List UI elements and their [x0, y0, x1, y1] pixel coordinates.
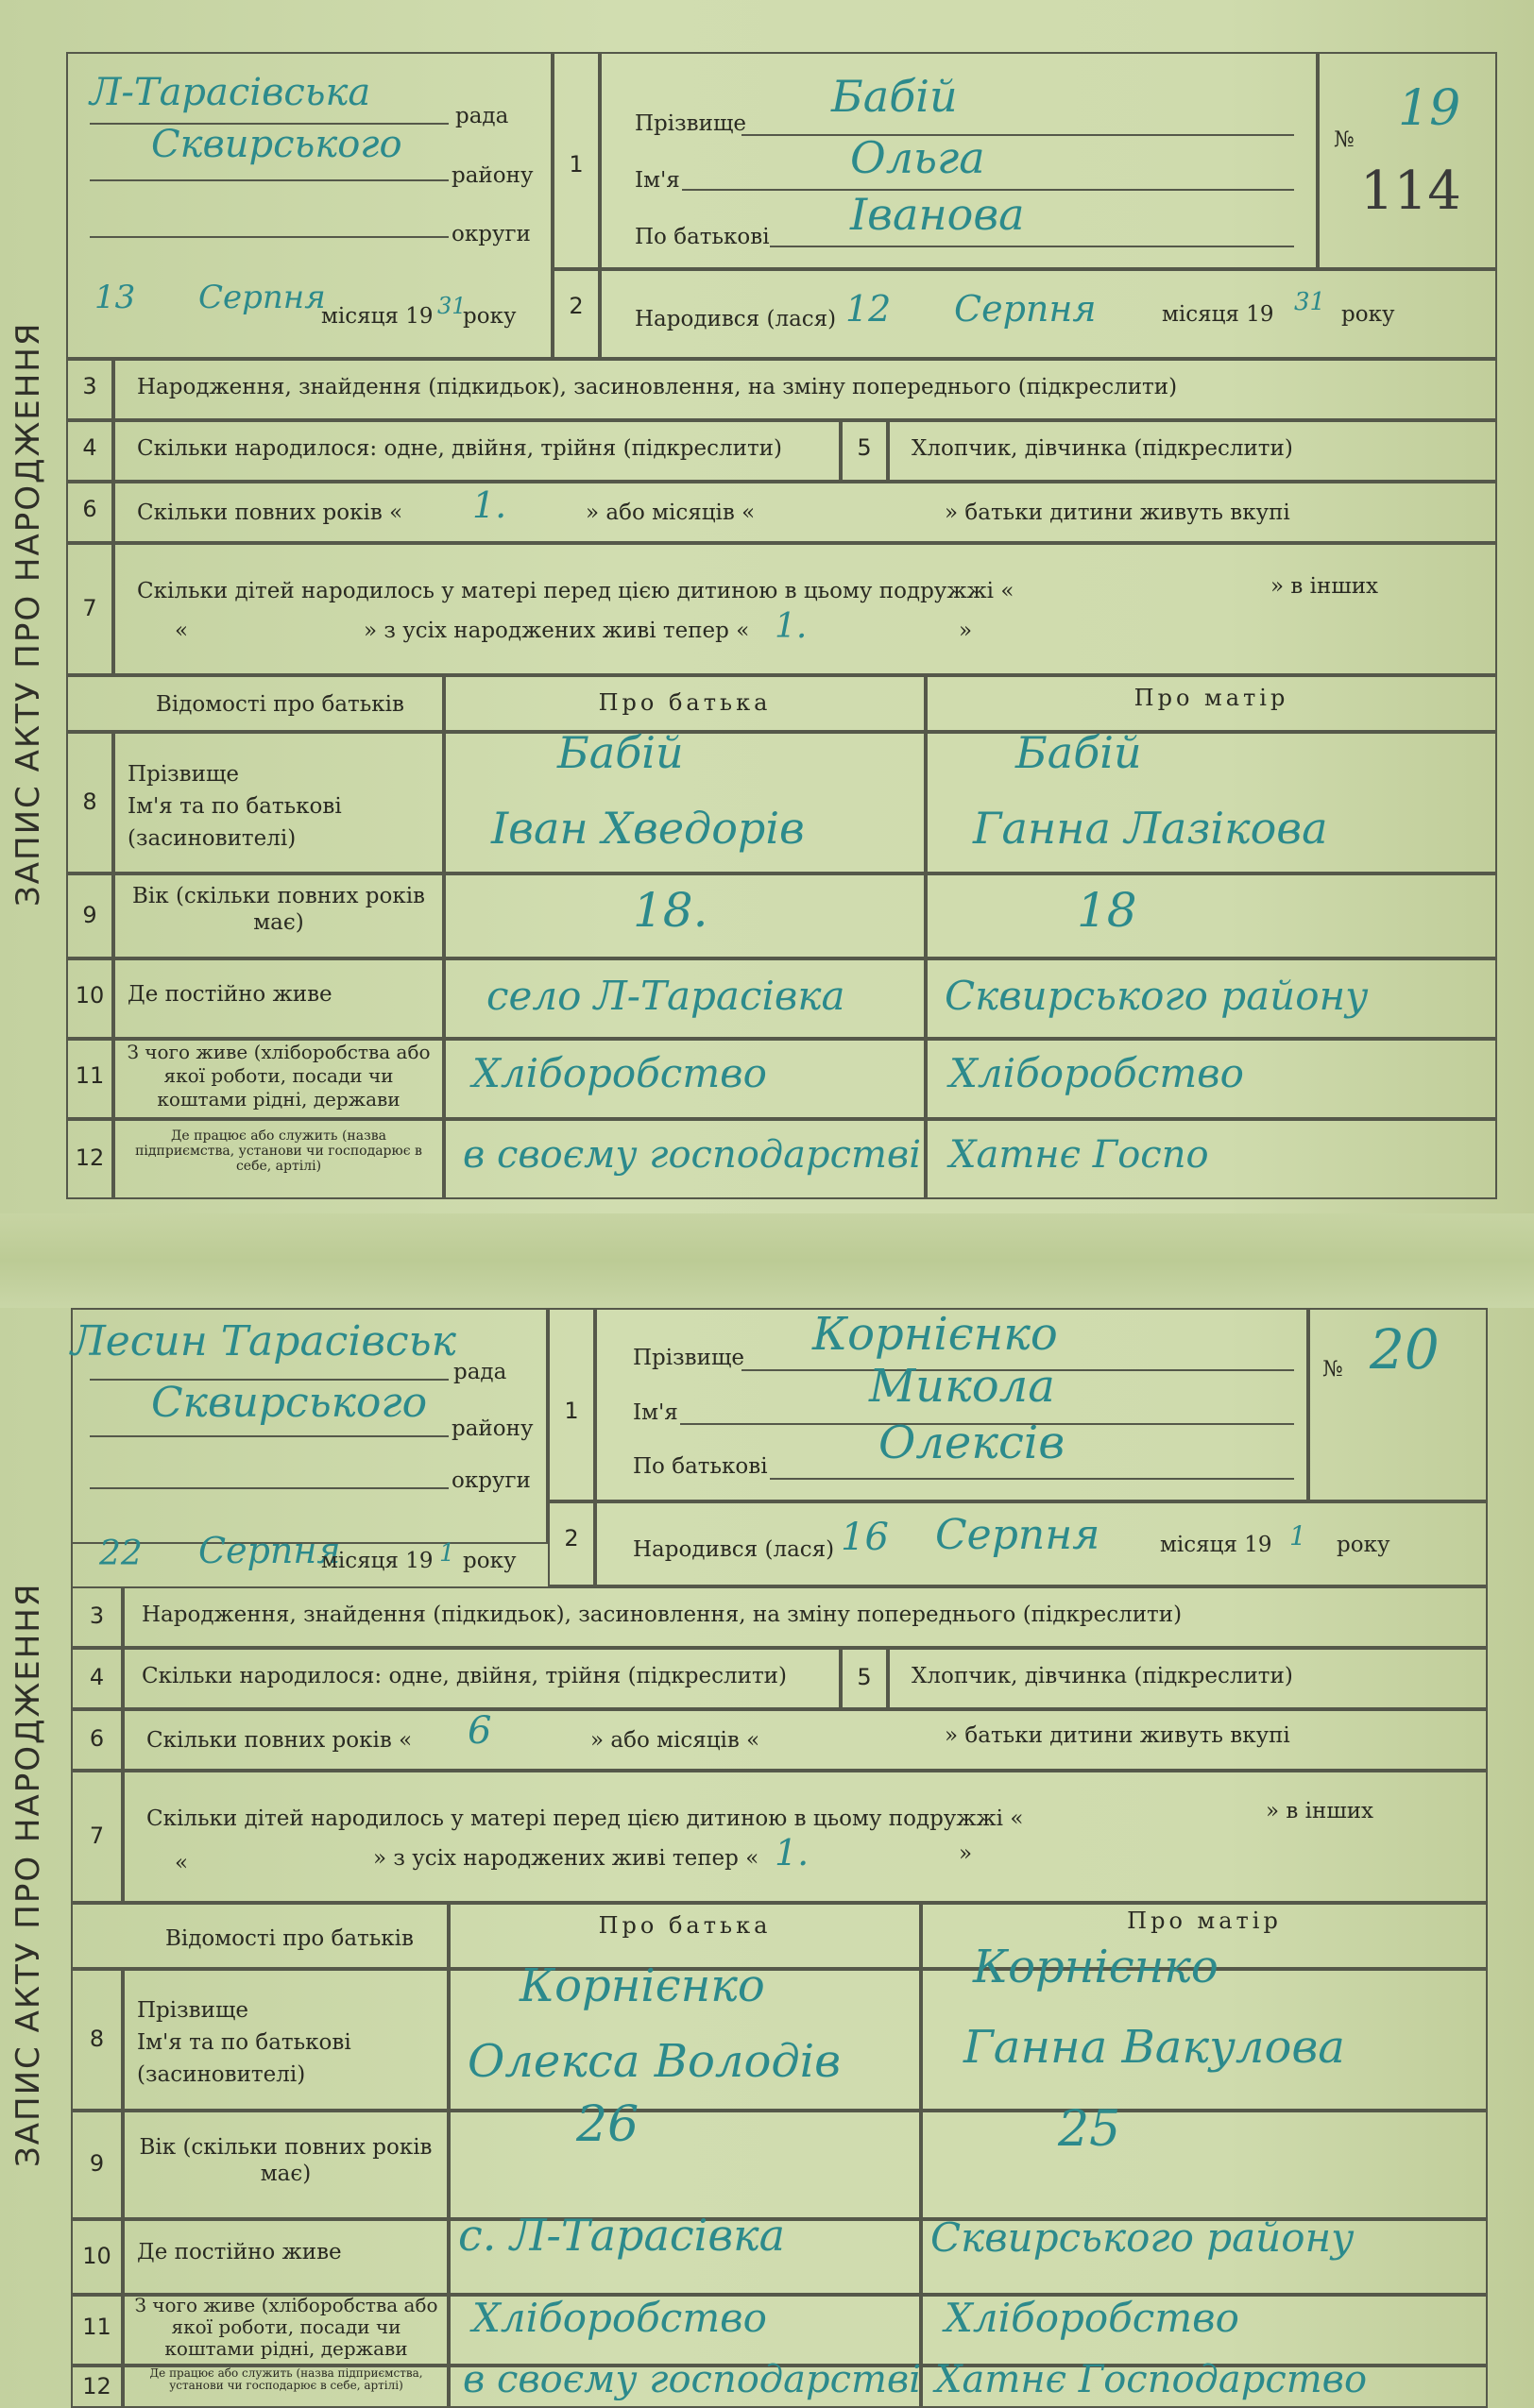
- number-label: №: [1334, 127, 1355, 152]
- row7-text-c-2: «: [175, 1851, 189, 1875]
- father-header-2: Про батька: [598, 1912, 772, 1939]
- row6-text-b-2: » або місяців «: [590, 1728, 760, 1753]
- parents-header: Відомості про батьків: [156, 692, 404, 717]
- row7-text-d-2: » з усіх народжених живі тепер «: [373, 1846, 759, 1871]
- row12-label-2: Де працює або служить (назва підприємства, установи чи господарює в себе, артілі): [149, 2366, 423, 2392]
- father-living-2: Хліборобство: [472, 2295, 767, 2341]
- child-name: Ольга: [850, 132, 985, 183]
- row5-text: Хлопчик, дівчинка (підкреслити): [912, 436, 1293, 461]
- father-name-2: Олекса Володів: [468, 2035, 842, 2088]
- birth-month: Серпня: [954, 288, 1097, 330]
- child-name-2: Микола: [869, 1360, 1055, 1413]
- father-header: Про батька: [598, 689, 772, 716]
- month-label: місяця 19: [321, 304, 434, 329]
- father-surname-2: Корнієнко: [520, 1959, 765, 2012]
- father-age: 18.: [633, 883, 708, 938]
- row6-text-b: » або місяців «: [586, 500, 756, 525]
- patronymic-label: По батькові: [635, 225, 770, 249]
- birth-record-1: ЗАПИС АКТУ ПРО НАРОДЖЕННЯ Л-Тарасівська рада Сквирського району округи 13 Серпня місяця 19 31 року 1 Прізвище Бабій Ім'я Ольга По батькові Іванова № 19 114 2 Народився (лася) 12 Серпня місяця 19 31 року 3 Народження, знайдення (підкидьок), засиновлення, на зміну попереднього (підкреслити) 4 Скільки народилося: одне, двійня, трійня (підкреслити) 5 Хлопчик, дівчинка (підкреслити) 6 Скільки повних років « 1. » або місяців « » батьки дитини живуть вкупі 7 Скільки дітей народилось у матері перед цією дитиною в цьому подружжі « » в інших « » з усіх народжених живі тепер « 1. » Відомості про батьків Про батька Про матір 8 Прізвище Ім'я та по батькові (засиновителі) Бабій Іван Хведорів Бабій Ганна Лазікова 9 Вік (скільки повних років має) 18. 18 10 Де постійно живе село Л-Тарасівка Сквирського району 11 З чого живе (хліборобства або якої роботи, посади чи коштами рідні, держави Хліборобство Хліборобство 12 Де працює або служить (назва підприємства, установи чи господарює в себе, артілі) в своєму господарстві Хатнє Госпо: [0, 0, 1534, 1213]
- record-number-2: 20: [1370, 1317, 1440, 1382]
- parents-header-2: Відомості про батьків: [165, 1926, 414, 1951]
- mother-header-2: Про матір: [1127, 1908, 1282, 1934]
- month-label-2: місяця 19: [1162, 302, 1274, 327]
- row7-text-a: Скільки дітей народилось у матері перед цією дитиною в цьому подружжі «: [137, 579, 1014, 603]
- row7-text-b: » в інших: [1270, 574, 1379, 599]
- mother-residence-2: Сквирського району: [930, 2214, 1355, 2261]
- rada-label-2: рада: [453, 1360, 507, 1384]
- rada-name: Л-Тарасівська: [90, 71, 371, 114]
- father-work-2: в своєму господарстві: [463, 2358, 921, 2401]
- month-label-4: місяця 19: [1160, 1533, 1272, 1557]
- record-number-secondary: 114: [1360, 161, 1461, 222]
- father-residence-2: с. Л-Тарасівка: [458, 2210, 786, 2261]
- birth-day: 12: [845, 288, 892, 330]
- row12-label: Де працює або служить (назва підприємства, установи чи господарює в себе, артілі): [135, 1128, 422, 1174]
- year-label-4: року: [1337, 1533, 1390, 1557]
- surname-label-2: Прізвище: [633, 1346, 744, 1370]
- name-label-2: Ім'я: [633, 1400, 678, 1425]
- father-surname: Бабій: [557, 727, 684, 778]
- row10-label-2: Де постійно живе: [137, 2240, 342, 2264]
- mother-name: Ганна Лазікова: [973, 803, 1328, 854]
- father-name: Іван Хведорів: [491, 803, 805, 854]
- record-number: 19: [1398, 80, 1461, 137]
- name-label: Ім'я: [635, 168, 680, 193]
- rayon-label-2: району: [452, 1416, 534, 1441]
- birth-record-2: ЗАПИС АКТУ ПРО НАРОДЖЕННЯ Лесин Тарасівськ рада Сквирського району округи 22 Серпня місяця 19 1 року 1 Прізвище Корнієнко Ім'я Микола По батькові Олексів № 20 2 Народився (лася) 16 Серпня місяця 19 1 року 3 Народження, знайдення (підкидьок), засиновлення, на зміну попереднього (підкреслити) 4 Скільки народилося: одне, двійня, трійня (підкреслити) 5 Хлопчик, дівчинка (підкреслити) 6 Скільки повних років « 6 » або місяців « » батьки дитини живуть вкупі 7 Скільки дітей народилось у матері перед цією дитиною в цьому подружжі « » в інших « » з усіх народжених живі тепер « 1. » Відомості про батьків Про батька Про матір 8 Прізвище Ім'я та по батькові (засиновителі) Корнієнко Олекса Володів Корнієнко Ганна Вакулова 9 Вік (скільки повних років має) 26 25 10 Де постійно живе с. Л-Тарасівка Сквирського району 11 З чого живе (хліборобства або якої роботи, посади чи коштами рідні, держави Хліборобство Хліборобство 12 Де працює або служить (назва підприємства, установи чи господарює в себе, артілі) в своєму господарстві Хатнє Господарство: [0, 1308, 1534, 2408]
- rada-name-2: Лесин Тарасівськ: [71, 1317, 456, 1365]
- row7-text-b-2: » в інших: [1266, 1799, 1374, 1823]
- mother-work: Хатнє Госпо: [949, 1133, 1209, 1177]
- birth-month-2: Серпня: [935, 1511, 1100, 1559]
- father-living: Хліборобство: [472, 1050, 767, 1096]
- month-label-3: місяця 19: [321, 1549, 434, 1573]
- row7-text-a-2: Скільки дітей народилось у матері перед цією дитиною в цьому подружжі «: [146, 1806, 1024, 1831]
- year-label-2: року: [1341, 302, 1395, 327]
- side-title-2: ЗАПИС АКТУ ПРО НАРОДЖЕННЯ: [9, 1582, 47, 2167]
- row7-text-d: » з усіх народжених живі тепер «: [364, 619, 750, 643]
- registration-month-2: Серпня: [198, 1530, 341, 1571]
- mother-header: Про матір: [1133, 685, 1289, 711]
- mother-work-2: Хатнє Господарство: [935, 2358, 1368, 2401]
- child-surname-2: Корнієнко: [812, 1308, 1058, 1361]
- registration-month: Серпня: [198, 279, 326, 316]
- father-work: в своєму господарстві: [463, 1133, 921, 1177]
- row11-label-2: З чого живе (хліборобства або якої роботи, посади чи коштами рідні, держави: [134, 2294, 438, 2360]
- mother-age: 18: [1077, 883, 1137, 938]
- birth-year: 31: [1294, 288, 1326, 316]
- rada-label: рада: [455, 104, 509, 128]
- row11-label: З чого живе (хліборобства або якої роботи, посади чи коштами рідні, держави: [127, 1041, 431, 1111]
- row9-label: Вік (скільки повних років має): [132, 884, 425, 935]
- row5-text-2: Хлопчик, дівчинка (підкреслити): [912, 1664, 1293, 1688]
- mother-living: Хліборобство: [949, 1050, 1244, 1096]
- mother-surname-2: Корнієнко: [973, 1941, 1219, 1993]
- row3-text-2: Народження, знайдення (підкидьок), засиновлення, на зміну попереднього (підкреслити): [142, 1603, 1183, 1627]
- row6-text-a-2: Скільки повних років «: [146, 1728, 413, 1753]
- row4-text: Скільки народилося: одне, двійня, трійня (підкреслити): [137, 436, 782, 461]
- year-label: року: [463, 304, 517, 329]
- row6-text-a: Скільки повних років «: [137, 500, 403, 525]
- rayon-name: Сквирського: [151, 123, 402, 166]
- child-patronymic: Іванова: [850, 189, 1025, 240]
- row10-label: Де постійно живе: [128, 982, 332, 1007]
- row8-label: Прізвище Ім'я та по батькові (засиновителі): [128, 762, 342, 851]
- child-surname: Бабій: [831, 71, 958, 122]
- rayon-name-2: Сквирського: [151, 1379, 428, 1427]
- mother-residence: Сквирського району: [945, 973, 1369, 1019]
- row6-text-c-2: » батьки дитини живуть вкупі: [945, 1723, 1290, 1748]
- okrugy-label: округи: [452, 222, 531, 246]
- row7-text-e-2: »: [959, 1841, 973, 1866]
- rayon-label: району: [452, 163, 534, 188]
- registration-day: 13: [94, 279, 136, 316]
- children-alive-2: 1.: [775, 1832, 810, 1874]
- row4-text-2: Скільки народилося: одне, двійня, трійня (підкреслити): [142, 1664, 787, 1688]
- birth-day-2: 16: [841, 1516, 889, 1559]
- number-label-2: №: [1322, 1357, 1343, 1382]
- row8-label-2: Прізвище Ім'я та по батькові (засиновителі): [137, 1998, 351, 2087]
- row7-text-e: »: [959, 619, 973, 643]
- mother-surname: Бабій: [1015, 727, 1142, 778]
- born-label-2: Народився (лася): [633, 1537, 835, 1562]
- surname-label: Прізвище: [635, 111, 746, 136]
- father-age-2: 26: [576, 2096, 639, 2153]
- birth-year-2: 1: [1289, 1520, 1306, 1552]
- mother-living-2: Хліборобство: [945, 2295, 1239, 2341]
- years-together: 1.: [472, 484, 507, 526]
- father-residence: село Л-Тарасівка: [486, 973, 845, 1019]
- children-alive: 1.: [775, 607, 808, 646]
- row6-text-c: » батьки дитини живуть вкупі: [945, 500, 1290, 525]
- year-label-3: року: [463, 1549, 517, 1573]
- side-title: ЗАПИС АКТУ ПРО НАРОДЖЕННЯ: [9, 321, 47, 907]
- registration-day-2: 22: [99, 1535, 143, 1573]
- patronymic-label-2: По батькові: [633, 1454, 768, 1479]
- years-together-2: 6: [468, 1709, 492, 1753]
- child-patronymic-2: Олексів: [878, 1416, 1065, 1469]
- mother-name-2: Ганна Вакулова: [963, 2021, 1345, 2074]
- registration-year: 31: [437, 293, 467, 319]
- registration-year-2: 1: [439, 1539, 455, 1568]
- row3-text: Народження, знайдення (підкидьок), засиновлення, на зміну попереднього (підкреслити): [137, 375, 1178, 399]
- row9-label-2: Вік (скільки повних років має): [139, 2135, 433, 2186]
- mother-age-2: 25: [1058, 2101, 1121, 2158]
- born-label: Народився (лася): [635, 307, 837, 331]
- row7-text-c: «: [175, 619, 189, 643]
- okrugy-label-2: округи: [452, 1468, 531, 1493]
- page-fold: [0, 1213, 1534, 1308]
